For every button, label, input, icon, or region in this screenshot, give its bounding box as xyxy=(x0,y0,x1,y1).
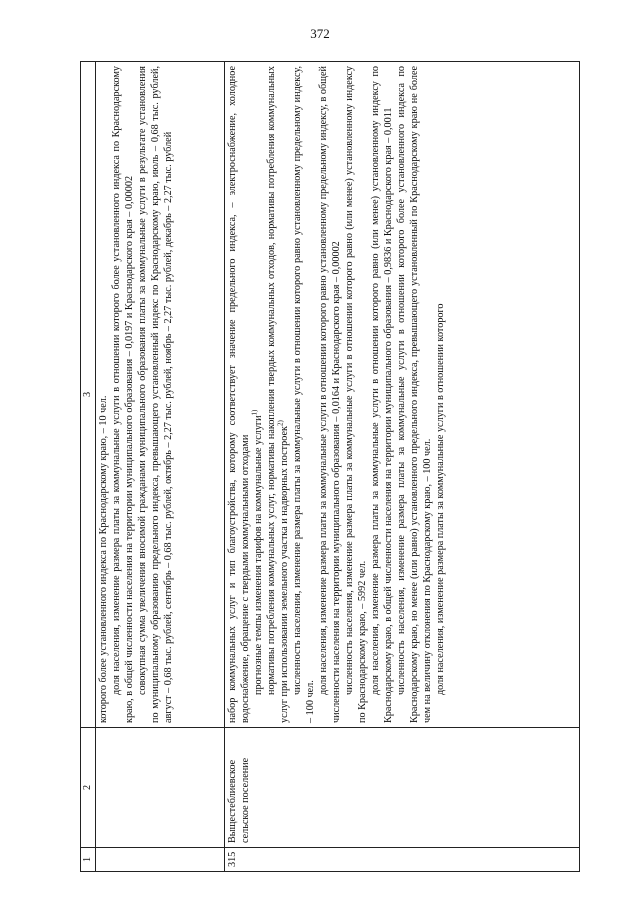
row-paragraph xyxy=(226,66,252,723)
page-number: 372 xyxy=(310,26,330,41)
row-paragraph-text: прогнозные темпы изменения тарифов на коммунальные услуги xyxy=(252,415,264,695)
continuation-row xyxy=(96,62,225,872)
row-number: 315 xyxy=(224,848,579,872)
continuation-paragraph xyxy=(110,66,136,723)
header-row xyxy=(81,62,96,872)
header-col-2: 2 xyxy=(81,728,96,848)
row-paragraph xyxy=(369,66,395,723)
rotated-page-area xyxy=(80,62,580,872)
continuation-paragraph-text: которого более установленного индекса по Краснодарскому краю, – 10 чел. xyxy=(98,395,109,723)
row-paragraph-text: численность населения, изменение размера платы за коммунальные услуги в отношении которого равно установленному предельному индексу, – 100 чел. xyxy=(291,66,316,723)
continuation-text-cell xyxy=(96,62,225,728)
row-paragraph xyxy=(343,66,369,723)
row-paragraph xyxy=(291,66,317,723)
header-col-3: 3 xyxy=(81,62,96,728)
footnote-marker: 1) xyxy=(250,409,259,416)
row-paragraph-text: доля населения, изменение размера платы за коммунальные услуги в отношении которого xyxy=(434,303,446,695)
row-paragraph-text: доля населения, изменение размера платы за коммунальные услуги в отношении которого равно (или менее) установленному индексу по Краснодарскому краю, в общей численности населения на территории муниципального образования – 0,9836 и Краснодарского края – 0,0011 xyxy=(369,66,394,723)
table-row xyxy=(224,62,579,872)
row-paragraph-text: нормативы потребления коммунальных услуг, нормативы накопления твердых коммунальных отходов, нормативы потребления коммунальных услуг при использовании земельного участка и надворных построек xyxy=(265,66,290,723)
row-paragraph-text: численность населения, изменение размера платы за коммунальные услуги в отношении которого более установленного индекса по Краснодарскому краю, но менее (или равно) установленного предельного индекса, превышающего установленный по Краснодарскому краю не более чем на величину отклонения по Краснодарскому краю, – 100 чел. xyxy=(395,66,433,723)
row-paragraph xyxy=(395,66,434,723)
row-paragraph xyxy=(434,66,447,723)
header-col-1: 1 xyxy=(81,848,96,872)
continuation-number-cell xyxy=(96,848,225,872)
data-table xyxy=(80,61,580,872)
footnote-marker: 2) xyxy=(276,420,285,427)
continuation-paragraph-text: совокупная сумма увеличения вносимой гражданами муниципального образования платы за коммунальные услуги в результате установления по муниципальному образованию предельного индекса, превышающего установленный индекс по Краснодарскому краю, июль – 0,68 тыс. рублей, август – 0,68 тыс. рублей, сентябрь – 0,68 тыс. рублей, октябрь – 2,27 тыс. рублей, ноябрь – 2,27 тыс. рублей, декабрь – 2,27 тыс. рублей xyxy=(137,66,174,723)
rotated-table-container xyxy=(80,62,580,872)
row-paragraph xyxy=(252,66,265,723)
row-text-cell xyxy=(224,62,579,728)
continuation-name-cell xyxy=(96,728,225,848)
row-settlement-name: Выщестеблиевское сельское поселение xyxy=(224,728,579,848)
continuation-paragraph-text: доля населения, изменение размера платы за коммунальные услуги в отношении которого более установленного индекса по Краснодарскому краю, в общей численности населения на территории муниципального образования – 0,0197 и Краснодарского края – 0,00002 xyxy=(111,66,135,723)
row-paragraph xyxy=(265,66,291,723)
continuation-paragraph xyxy=(136,66,175,723)
row-paragraph xyxy=(317,66,343,723)
row-paragraph-text: доля населения, изменение размера платы за коммунальные услуги в отношении которого равно установленному предельному индексу, в общей численности населения на территории муниципального образования – 0,0164 и Краснодарского края – 0,00002 xyxy=(317,66,342,723)
row-paragraph-text: набор коммунальных услуг и тип благоустройства, которому соответствует значение предельного индекса, – электроснабжение, холодное водоснабжение, обращение с твердыми коммунальными отходами xyxy=(226,66,251,723)
row-paragraph-text: численность населения, изменение размера платы за коммунальные услуги в отношении которого равно (или менее) установленному индексу по Краснодарскому краю, – 5992 чел. xyxy=(343,66,368,723)
continuation-paragraph xyxy=(97,66,110,723)
